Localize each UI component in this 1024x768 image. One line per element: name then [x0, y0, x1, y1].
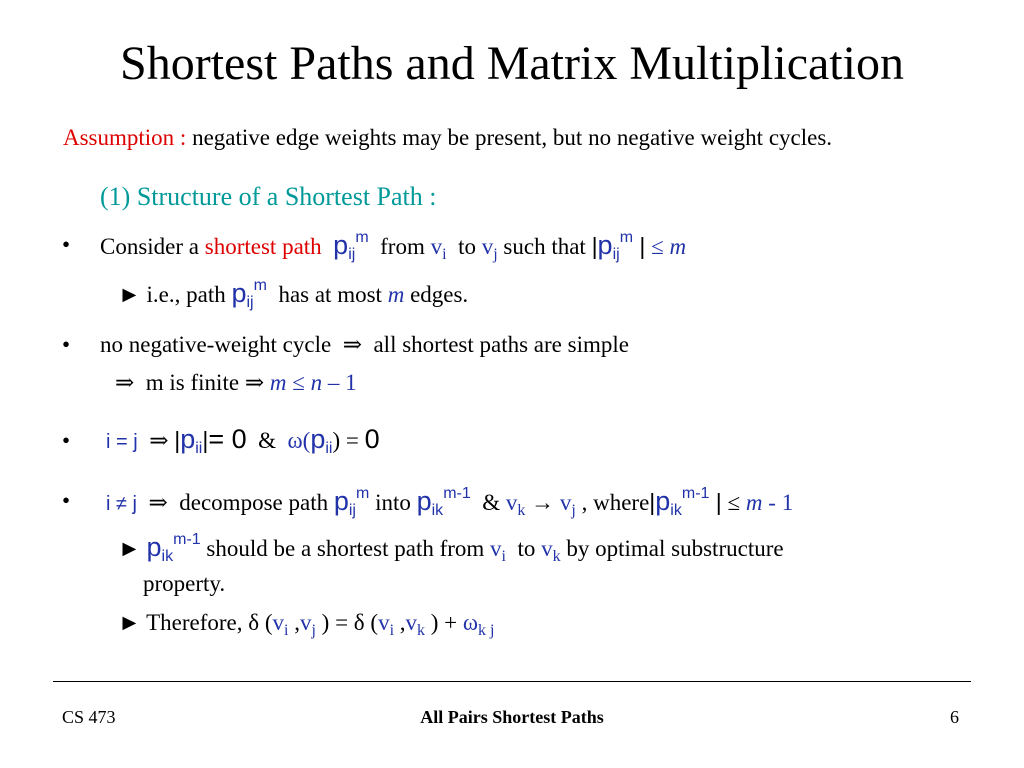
implies-symbol: ⇒ [115, 370, 135, 395]
vertex-vi: $v_i$ [430, 234, 447, 263]
path-symbol: $p_{ii}$ [310, 424, 333, 457]
ampersand: & [482, 490, 501, 515]
implies-symbol: ⇒ [148, 490, 168, 515]
vertex-vi: $v_i$ [490, 536, 506, 565]
m-variable: m [669, 234, 687, 259]
bullet-marker: • [62, 488, 71, 513]
sub-text: should be a shortest path from [206, 536, 485, 561]
bullet-marker: • [62, 232, 71, 257]
vertex-vk: $v_k$ [541, 536, 561, 565]
footer-course: CS 473 [62, 707, 116, 727]
bullet-text: Consider a [100, 234, 200, 259]
bullet-marker: • [62, 428, 71, 453]
delta-expression: ) = δ ( [321, 610, 379, 635]
m-variable: m [387, 282, 405, 307]
vertex-vj: $v_j$ [481, 234, 498, 263]
sub-text: by optimal substructure [566, 536, 784, 561]
sub-text: m is finite [145, 370, 240, 395]
vertex-vj: $v_j$ [299, 610, 316, 639]
slide-title: Shortest Paths and Matrix Multiplication [120, 37, 904, 90]
omega-kj: $\omega_{k j}$ [462, 610, 495, 639]
comma: , [294, 610, 300, 635]
sub-point-optimal-substructure [118, 532, 784, 564]
sub-point-therefore [118, 608, 495, 638]
from-text: from [380, 234, 425, 259]
right-arrow-icon: → [531, 490, 555, 515]
n-variable: n [310, 370, 323, 395]
bullet-text: decompose path [179, 490, 329, 515]
footer-page-number: 6 [950, 707, 959, 727]
abs-bar: | [591, 233, 598, 259]
bullet-shortest-path [100, 230, 686, 262]
condition-text: i = j [106, 431, 138, 453]
comma: , [399, 610, 406, 635]
minus-one: – 1 [327, 370, 357, 395]
abs-bar: | [649, 489, 656, 515]
vertex-vj: $v_j$ [559, 490, 576, 519]
sub-point-finite [115, 368, 357, 398]
footer-divider [53, 681, 971, 682]
vertex-vi: $v_i$ [378, 610, 395, 639]
zero-value: 0 [364, 424, 380, 454]
where-text: , where [581, 490, 650, 515]
to-text: to [517, 536, 536, 561]
path-symbol: $p_{ik}^{m-1}$ [416, 485, 471, 519]
bullet-no-negative-cycle [100, 330, 629, 360]
abs-bar: | [174, 427, 181, 453]
implies-symbol: ⇒ [244, 370, 265, 395]
bullet-i-not-equal-j [106, 486, 793, 519]
triangle-arrow-icon: ► [118, 610, 141, 635]
path-symbol: $p_{ij}^m$ [333, 229, 369, 263]
path-symbol: $p_{ik}^{m-1}$ [655, 485, 710, 519]
sub-text: edges. [410, 282, 469, 307]
vertex-vi: $v_i$ [272, 610, 289, 639]
path-symbol: $p_{ij}^m$ [333, 485, 370, 519]
footer-title: All Pairs Shortest Paths [420, 707, 604, 727]
sub-point-edges [118, 278, 468, 310]
sub-text: i.e., path [146, 282, 226, 307]
equals-zero: = 0 [208, 424, 247, 454]
equals-text: ) = [332, 428, 359, 453]
into-text: into [375, 490, 411, 515]
path-symbol: $p_{ij}^m$ [231, 277, 267, 311]
m-variable: m [269, 370, 287, 395]
plus-text: ) + [430, 610, 458, 635]
assumption-line [63, 123, 832, 153]
abs-bar: | [709, 489, 722, 515]
abs-bar: | [202, 427, 209, 453]
vertex-vk: $v_k$ [405, 610, 426, 639]
leq-symbol: ≤ [727, 490, 741, 515]
triangle-arrow-icon: ► [118, 536, 141, 561]
sub-text: has at most [278, 282, 382, 307]
omega-symbol: ω( [287, 428, 311, 453]
leq-symbol: ≤ [292, 370, 305, 395]
path-symbol: $p_{ii}$ [180, 424, 203, 457]
vertex-vk: $v_k$ [505, 490, 526, 519]
condition-text: i ≠ j [106, 493, 137, 515]
delta-expression: Therefore, δ ( [146, 610, 273, 635]
such-that-text: such that [503, 234, 586, 259]
assumption-text: negative edge weights may be present, but no negative weight cycles. [192, 125, 833, 150]
section-heading: (1) Structure of a Shortest Path : [100, 182, 437, 211]
m-variable: m [745, 490, 763, 515]
bullet-text: no negative-weight cycle [100, 332, 332, 357]
path-symbol: $p_{ij}^m$ [597, 229, 634, 263]
assumption-label: Assumption : [63, 125, 187, 150]
bullet-text: all shortest paths are simple [373, 332, 629, 357]
bullet-i-equals-j [106, 424, 380, 457]
to-text: to [458, 234, 476, 259]
implies-symbol: ⇒ [342, 332, 362, 357]
shortest-path-term: shortest path [204, 234, 322, 259]
bullet-marker: • [62, 332, 71, 357]
sub-point-property: property. [143, 571, 226, 596]
implies-symbol: ⇒ [149, 428, 169, 453]
leq-symbol: ≤ [651, 234, 664, 259]
ampersand: & [258, 428, 277, 453]
abs-bar: | [633, 233, 646, 259]
triangle-arrow-icon: ► [118, 282, 141, 307]
minus-one: - 1 [768, 490, 794, 515]
path-symbol: $p_{ik}^{m-1}$ [146, 531, 201, 565]
